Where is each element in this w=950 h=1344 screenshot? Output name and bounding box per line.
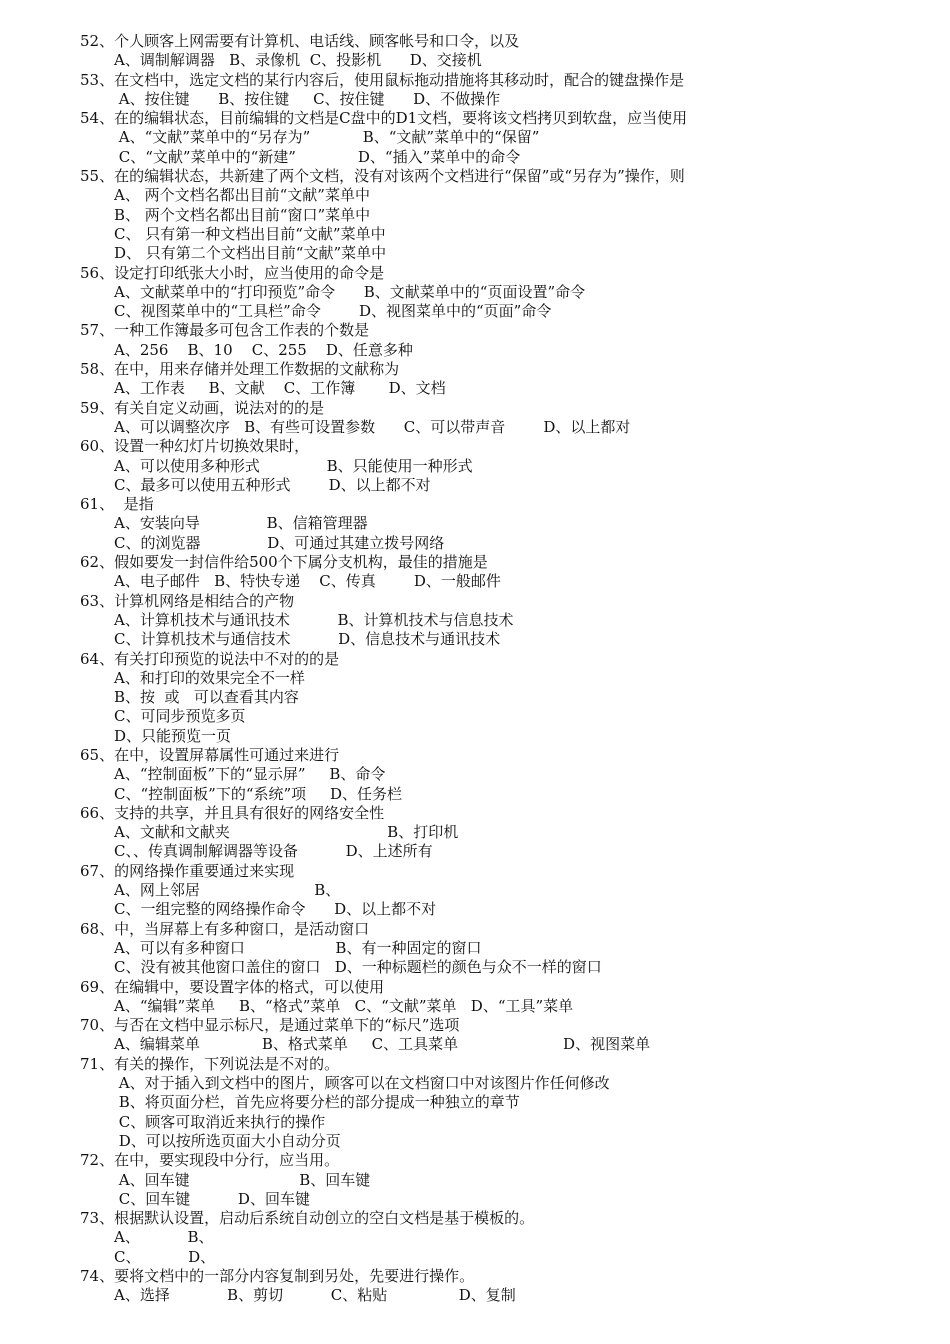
- answer-options-line: C、的浏览器 D、可通过其建立拨号网络: [114, 533, 445, 552]
- question-line: 55、在的编辑状态，共新建了两个文档，没有对该两个文档进行“保留”或“另存为”操作，则: [80, 167, 685, 186]
- answer-options-line: B、 两个文档名都出目前“窗口”菜单中: [114, 205, 371, 224]
- answer-options-line: A、 两个文档名都出目前“文献”菜单中: [114, 186, 370, 205]
- answer-options-line: A、“控制面板”下的“显示屏” B、命令: [114, 765, 386, 784]
- answer-options-line: C、可同步预览多页: [114, 707, 246, 726]
- question-line: 56、设定打印纸张大小时，应当使用的命令是: [80, 263, 385, 282]
- question-line: 52、个人顾客上网需要有计算机、电话线、顾客帐号和口令，以及: [80, 32, 520, 50]
- answer-options-line: C、最多可以使用五种形式 D、以上都不对: [114, 475, 431, 494]
- question-line: 69、在编辑中，要设置字体的格式，可以使用: [80, 977, 385, 996]
- question-line: 67、的网络操作重要通过来实现: [80, 861, 295, 880]
- question-line: 73、根据默认设置，启动后系统自动创立的空白文档是基于模板的。: [80, 1209, 535, 1228]
- question-line: 74、要将文档中的一部分内容复制到另处，先要进行操作。: [80, 1267, 475, 1285]
- question-line: 72、在中，要实现段中分行，应当用。: [80, 1151, 340, 1170]
- answer-options-line: A、回车键 B、回车键: [114, 1170, 371, 1189]
- answer-options-line: A、可以有多种窗口 B、有一种固定的窗口: [114, 938, 482, 957]
- answer-options-line: C、 只有第一种文档出目前“文献”菜单中: [114, 224, 386, 243]
- question-line: 65、在中，设置屏幕属性可通过来进行: [80, 745, 340, 764]
- question-line: 61、 是指: [80, 495, 154, 514]
- question-line: 59、有关自定义动画，说法对的的是: [80, 398, 325, 417]
- answer-options-line: A、“编辑”菜单 B、“格式”菜单 C、“文献”菜单 D、“工具”菜单: [114, 996, 574, 1015]
- answer-options-line: A、选择 B、剪切 C、粘贴 D、复制: [114, 1286, 516, 1305]
- question-line: 68、中，当屏幕上有多种窗口，是活动窗口: [80, 919, 370, 938]
- answer-options-line: A、可以调整次序 B、有些可设置参数 C、可以带声音 D、以上都对: [114, 417, 631, 436]
- answer-options-line: A、电子邮件 B、特快专递 C、传真 D、一般邮件: [114, 572, 501, 591]
- question-line: 66、支持的共享，并且具有很好的网络安全性: [80, 803, 385, 822]
- answer-options-line: D、 只有第二个文档出目前“文献”菜单中: [114, 244, 387, 263]
- answer-options-line: D、可以按所选页面大小自动分页: [114, 1131, 341, 1150]
- answer-options-line: C、“文献”菜单中的“新建” D、“插入”菜单中的命令: [114, 147, 521, 166]
- answer-options-line: A、 B、: [114, 1228, 214, 1247]
- answer-options-line: A、调制解调器 B、录像机 C、投影机 D、交接机: [114, 51, 482, 70]
- document-body: [80, 32, 920, 1306]
- question-line: 71、有关的操作，下列说法是不对的。: [80, 1054, 340, 1073]
- answer-options-line: C、“控制面板”下的“系统”项 D、任务栏: [114, 784, 403, 803]
- answer-options-line: B、将页面分栏，首先应将要分栏的部分提成一种独立的章节: [114, 1093, 520, 1112]
- answer-options-line: A、文献菜单中的“打印预览”命令 B、文献菜单中的“页面设置”命令: [114, 282, 586, 301]
- answer-options-line: C、计算机技术与通信技术 D、信息技术与通讯技术: [114, 630, 501, 649]
- question-line: 62、假如要发一封信件给500个下属分支机构，最佳的措施是: [80, 553, 488, 572]
- question-line: 63、计算机网络是相结合的产物: [80, 591, 295, 610]
- answer-options-line: A、256 B、10 C、255 D、任意多种: [114, 340, 413, 359]
- answer-options-line: A、网上邻居 B、: [114, 881, 341, 900]
- answer-options-line: A、文献和文献夹 B、打印机: [114, 823, 459, 842]
- answer-options-line: C、 D、: [114, 1247, 216, 1266]
- answer-options-line: C、一组完整的网络操作命令 D、以上都不对: [114, 900, 437, 919]
- answer-options-line: B、按 或 可以查看其内容: [114, 688, 299, 707]
- answer-options-line: C、视图菜单中的“工具栏”命令 D、视图菜单中的“页面”命令: [114, 302, 552, 321]
- question-line: 70、与否在文档中显示标尺，是通过菜单下的“标尺”选项: [80, 1016, 460, 1035]
- answer-options-line: A、按住键 B、按住键 C、按住键 D、不做操作: [114, 89, 501, 108]
- answer-options-line: C、顾客可取消近来执行的操作: [114, 1112, 326, 1131]
- answer-options-line: D、只能预览一页: [114, 726, 232, 745]
- answer-options-line: A、和打印的效果完全不一样: [114, 668, 305, 687]
- answer-options-line: A、“文献”菜单中的“另存为” B、“文献”菜单中的“保留”: [114, 128, 540, 147]
- question-line: 57、一种工作簿最多可包含工作表的个数是: [80, 321, 370, 340]
- answer-options-line: C、回车键 D、回车键: [114, 1189, 310, 1208]
- question-line: 54、在的编辑状态，目前编辑的文档是C盘中的D1文档，要将该文档拷贝到软盘，应当使用: [80, 109, 688, 128]
- answer-options-line: A、工作表 B、文献 C、工作簿 D、文档: [114, 379, 446, 398]
- question-line: 53、在文档中，选定文档的某行内容后，使用鼠标拖动措施将其移动时，配合的键盘操作是: [80, 70, 685, 89]
- answer-options-line: A、对于插入到文档中的图片，顾客可以在文档窗口中对该图片作任何修改: [114, 1074, 610, 1093]
- answer-options-line: A、编辑菜单 B、格式菜单 C、工具菜单 D、视图菜单: [114, 1035, 651, 1054]
- answer-options-line: A、可以使用多种形式 B、只能使用一种形式: [114, 456, 473, 475]
- question-line: 60、设置一种幻灯片切换效果时，: [80, 437, 310, 456]
- question-line: 64、有关打印预览的说法中不对的的是: [80, 649, 340, 668]
- question-line: 58、在中，用来存储并处理工作数据的文献称为: [80, 360, 400, 379]
- answer-options-line: C、、传真调制解调器等设备 D、上述所有: [114, 842, 433, 861]
- answer-options-line: A、安装向导 B、信箱管理器: [114, 514, 368, 533]
- answer-options-line: C、没有被其他窗口盖住的窗口 D、一种标题栏的颜色与众不一样的窗口: [114, 958, 602, 977]
- answer-options-line: A、计算机技术与通讯技术 B、计算机技术与信息技术: [114, 610, 514, 629]
